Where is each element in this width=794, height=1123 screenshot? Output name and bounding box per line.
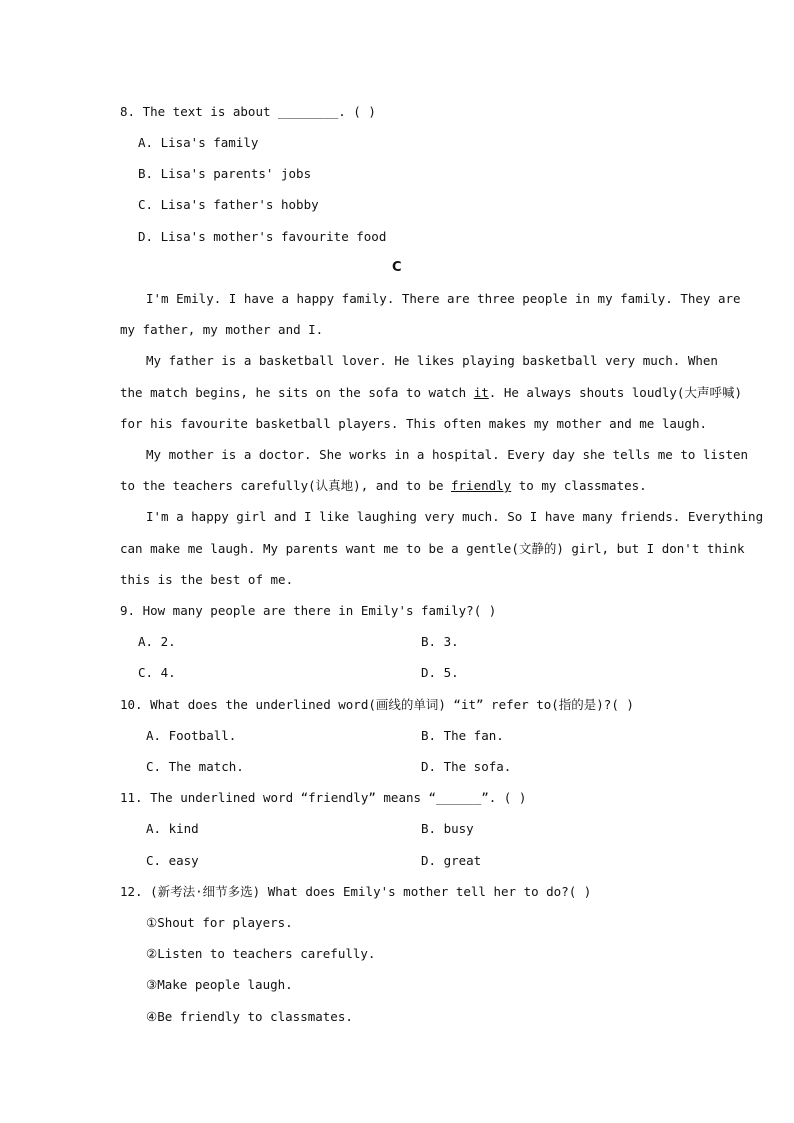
passage-p2-line3: for his favourite basketball players. This often makes my mother and me laugh. [120,416,707,431]
section-title: C [392,260,402,275]
question-11-option-b: B. busy [421,821,474,836]
passage-text: to the teachers carefully(认真地), and to be [120,478,451,493]
question-10-option-d: D. The sofa. [421,759,512,774]
passage-p3-line1: My mother is a doctor. She works in a hospital. Every day she tells me to listen [146,447,749,462]
passage-text: the match begins, he sits on the sofa to watch [120,385,474,400]
question-12-item-4: ④Be friendly to classmates. [146,1009,353,1024]
question-12-item-2: ②Listen to teachers carefully. [146,946,376,961]
question-8-option-d: D. Lisa's mother's favourite food [138,229,387,244]
question-8-stem: 8. The text is about ________. ( ) [120,104,376,119]
question-11-option-c: C. easy [146,853,199,868]
question-12-item-1: ①Shout for players. [146,915,293,930]
passage-p4-line1: I'm a happy girl and I like laughing very much. So I have many friends. Everything [146,509,764,524]
question-9-stem: 9. How many people are there in Emily's family?( ) [120,603,497,618]
passage-text: . He always shouts loudly(大声呼喊) [488,385,742,400]
passage-p1-line2: my father, my mother and I. [120,322,324,337]
question-9-option-b: B. 3. [421,634,459,649]
question-8-option-b: B. Lisa's parents' jobs [138,166,312,181]
passage-text: to my classmates. [511,478,647,493]
question-8-option-a: A. Lisa's family [138,135,259,150]
question-10-option-a: A. Football. [146,728,237,743]
underlined-word-it: it [473,385,489,400]
passage-p2-line1: My father is a basketball lover. He likes playing basketball very much. When [146,353,718,368]
question-10-option-b: B. The fan. [421,728,504,743]
question-9-option-a: A. 2. [138,634,176,649]
question-9-option-c: C. 4. [138,665,176,680]
question-10-stem: 10. What does the underlined word(画线的单词) “it” refer to(指的是)?( ) [120,697,634,712]
passage-p1-line1: I'm Emily. I have a happy family. There are three people in my family. They are [146,291,741,306]
question-10-option-c: C. The match. [146,759,244,774]
question-11-stem: 11. The underlined word “friendly” means “______”. ( ) [120,790,527,805]
passage-p4-line3: this is the best of me. [120,572,294,587]
passage-p3-line2 [120,478,647,494]
question-12-item-3: ③Make people laugh. [146,977,293,992]
question-11-option-a: A. kind [146,821,199,836]
question-9-option-d: D. 5. [421,665,459,680]
question-8-option-c: C. Lisa's father's hobby [138,197,319,212]
question-11-option-d: D. great [421,853,482,868]
passage-p2-line2 [120,385,742,401]
passage-p4-line2: can make me laugh. My parents want me to be a gentle(文静的) girl, but I don't think [120,541,745,556]
question-12-stem: 12. (新考法·细节多选) What does Emily's mother tell her to do?( ) [120,884,592,899]
underlined-word-friendly: friendly [451,478,512,493]
